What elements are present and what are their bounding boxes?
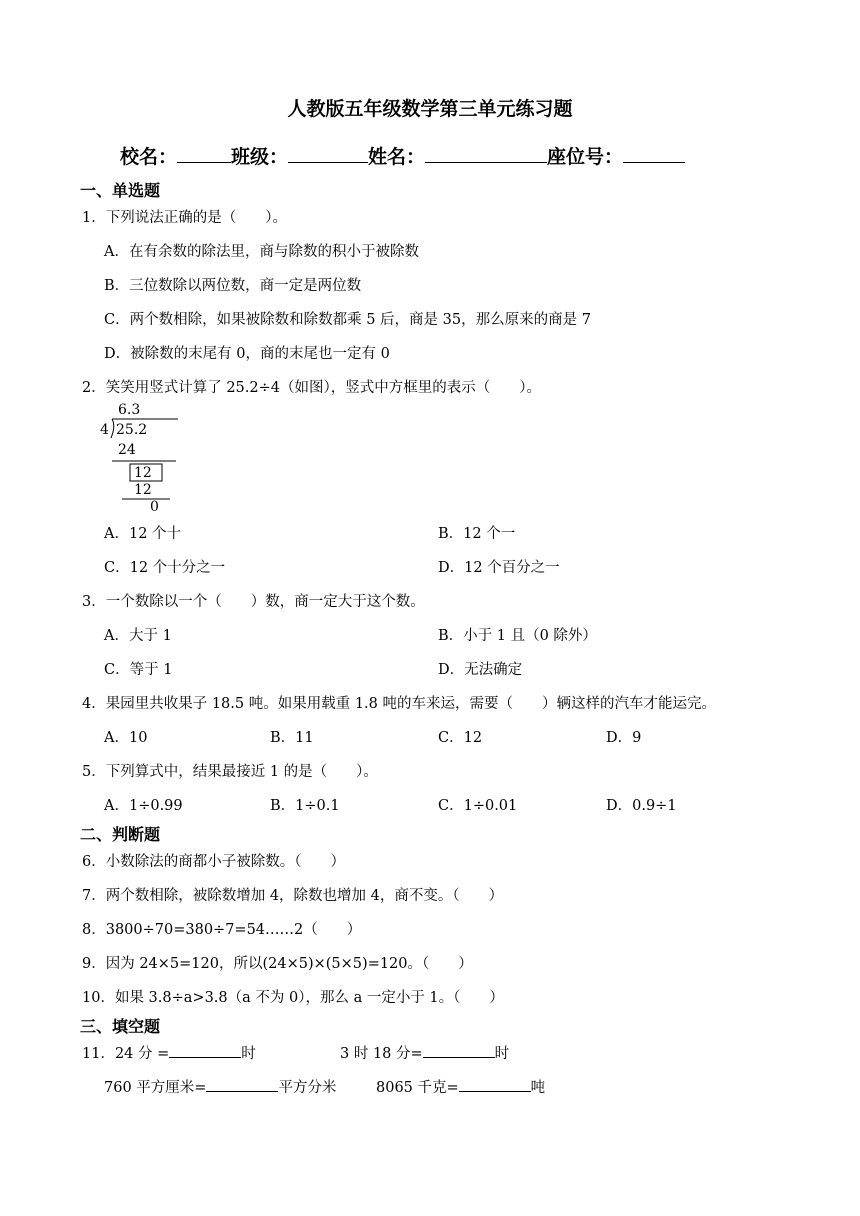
question-5-option-c[interactable]: C．1÷0.01 bbox=[438, 798, 518, 814]
school-label: 校名： bbox=[120, 146, 178, 168]
q11-p4-suffix: 吨 bbox=[530, 1080, 546, 1096]
division-remainder: 0 bbox=[150, 499, 159, 515]
question-11-part-4 bbox=[376, 1076, 545, 1097]
division-step-1: 24 bbox=[118, 442, 136, 458]
question-6: 6．小数除法的商都小子被除数。（ ） bbox=[82, 854, 345, 870]
q11-p3-blank[interactable] bbox=[206, 1077, 278, 1092]
question-8: 8．3800÷70=380÷7=54……2（ ） bbox=[82, 922, 362, 938]
name-blank[interactable] bbox=[425, 144, 547, 163]
question-3-option-c[interactable]: C．等于 1 bbox=[104, 662, 173, 678]
question-3-stem: 3．一个数除以一个（ ）数，商一定大于这个数。 bbox=[82, 594, 425, 610]
question-4-stem: 4．果园里共收果子 18.5 吨。如果用载重 1.8 吨的车来运，需要（ ）辆这样的汽车才能运完。 bbox=[82, 696, 717, 712]
school-blank[interactable] bbox=[177, 144, 231, 163]
question-5-stem: 5．下列算式中，结果最接近 1 的是（ ）。 bbox=[82, 764, 378, 780]
question-3-option-d[interactable]: D．无法确定 bbox=[438, 662, 523, 678]
question-4-option-b[interactable]: B．11 bbox=[270, 730, 314, 746]
question-4-option-d[interactable]: D．9 bbox=[606, 730, 642, 746]
long-division-figure bbox=[96, 398, 186, 516]
seat-label: 座位号： bbox=[547, 146, 624, 168]
section-heading-fill-blank: 三、填空题 bbox=[80, 1017, 161, 1036]
student-info-line bbox=[120, 142, 685, 169]
q11-p3-prefix: 760 平方厘米= bbox=[104, 1080, 207, 1096]
question-4-option-c[interactable]: C．12 bbox=[438, 730, 483, 746]
question-9: 9．因为 24×5=120，所以(24×5)×(5×5)=120。（ ） bbox=[82, 956, 473, 972]
page-title: 人教版五年级数学第三单元练习题 bbox=[287, 98, 573, 120]
section-heading-single-choice: 一、单选题 bbox=[80, 181, 161, 200]
q11-p4-prefix: 8065 千克= bbox=[376, 1080, 459, 1096]
question-2-option-b[interactable]: B．12 个一 bbox=[438, 526, 516, 542]
question-2-stem: 2．笑笑用竖式计算了 25.2÷4（如图），竖式中方框里的表示（ ）。 bbox=[82, 380, 541, 396]
question-3-option-a[interactable]: A．大于 1 bbox=[104, 628, 172, 644]
question-11-part-3 bbox=[104, 1076, 336, 1097]
question-2-option-c[interactable]: C．12 个十分之一 bbox=[104, 560, 226, 576]
question-1-option-d[interactable]: D．被除数的末尾有 0，商的末尾也一定有 0 bbox=[104, 346, 390, 362]
division-dividend: 25.2 bbox=[116, 422, 148, 438]
division-boxed-value: 12 bbox=[134, 465, 152, 481]
question-1-option-b[interactable]: B．三位数除以两位数，商一定是两位数 bbox=[104, 278, 362, 294]
q11-p2-suffix: 时 bbox=[494, 1046, 510, 1062]
question-1-stem: 1．下列说法正确的是（ ）。 bbox=[82, 210, 287, 226]
question-7: 7．两个数相除，被除数增加 4，除数也增加 4，商不变。（ ） bbox=[82, 888, 504, 904]
question-5-option-b[interactable]: B．1÷0.1 bbox=[270, 798, 340, 814]
question-10: 10．如果 3.8÷a>3.8（a 不为 0），那么 a 一定小于 1。（ ） bbox=[82, 990, 504, 1006]
q11-p2-prefix: 3 时 18 分= bbox=[340, 1046, 423, 1062]
division-quotient: 6.3 bbox=[118, 402, 141, 418]
seat-blank[interactable] bbox=[623, 144, 685, 163]
q11-p3-suffix: 平方分米 bbox=[278, 1080, 337, 1096]
class-blank[interactable] bbox=[288, 144, 368, 163]
q11-p1-suffix: 时 bbox=[241, 1046, 256, 1062]
question-2-option-a[interactable]: A．12 个十 bbox=[104, 526, 182, 542]
q11-p4-blank[interactable] bbox=[459, 1077, 531, 1092]
question-11-part-1 bbox=[82, 1042, 256, 1063]
question-11-part-2 bbox=[340, 1042, 509, 1063]
class-label: 班级： bbox=[231, 146, 289, 168]
question-1-option-a[interactable]: A．在有余数的除法里，商与除数的积小于被除数 bbox=[104, 244, 419, 260]
question-5-option-a[interactable]: A．1÷0.99 bbox=[104, 798, 183, 814]
section-heading-true-false: 二、判断题 bbox=[80, 825, 161, 844]
question-3-option-b[interactable]: B．小于 1 且（0 除外） bbox=[438, 628, 597, 644]
q11-p1-blank[interactable] bbox=[169, 1043, 241, 1058]
division-divisor: 4 bbox=[100, 422, 109, 438]
q11-p2-blank[interactable] bbox=[423, 1043, 495, 1058]
name-label: 姓名： bbox=[368, 146, 426, 168]
question-4-option-a[interactable]: A．10 bbox=[104, 730, 148, 746]
q11-p1-prefix: 11．24 分 = bbox=[82, 1046, 170, 1062]
question-1-option-c[interactable]: C．两个数相除，如果被除数和除数都乘 5 后，商是 35，那么原来的商是 7 bbox=[104, 312, 591, 328]
question-2-option-d[interactable]: D．12 个百分之一 bbox=[438, 560, 560, 576]
question-5-option-d[interactable]: D．0.9÷1 bbox=[606, 798, 677, 814]
division-step-2: 12 bbox=[134, 482, 152, 498]
